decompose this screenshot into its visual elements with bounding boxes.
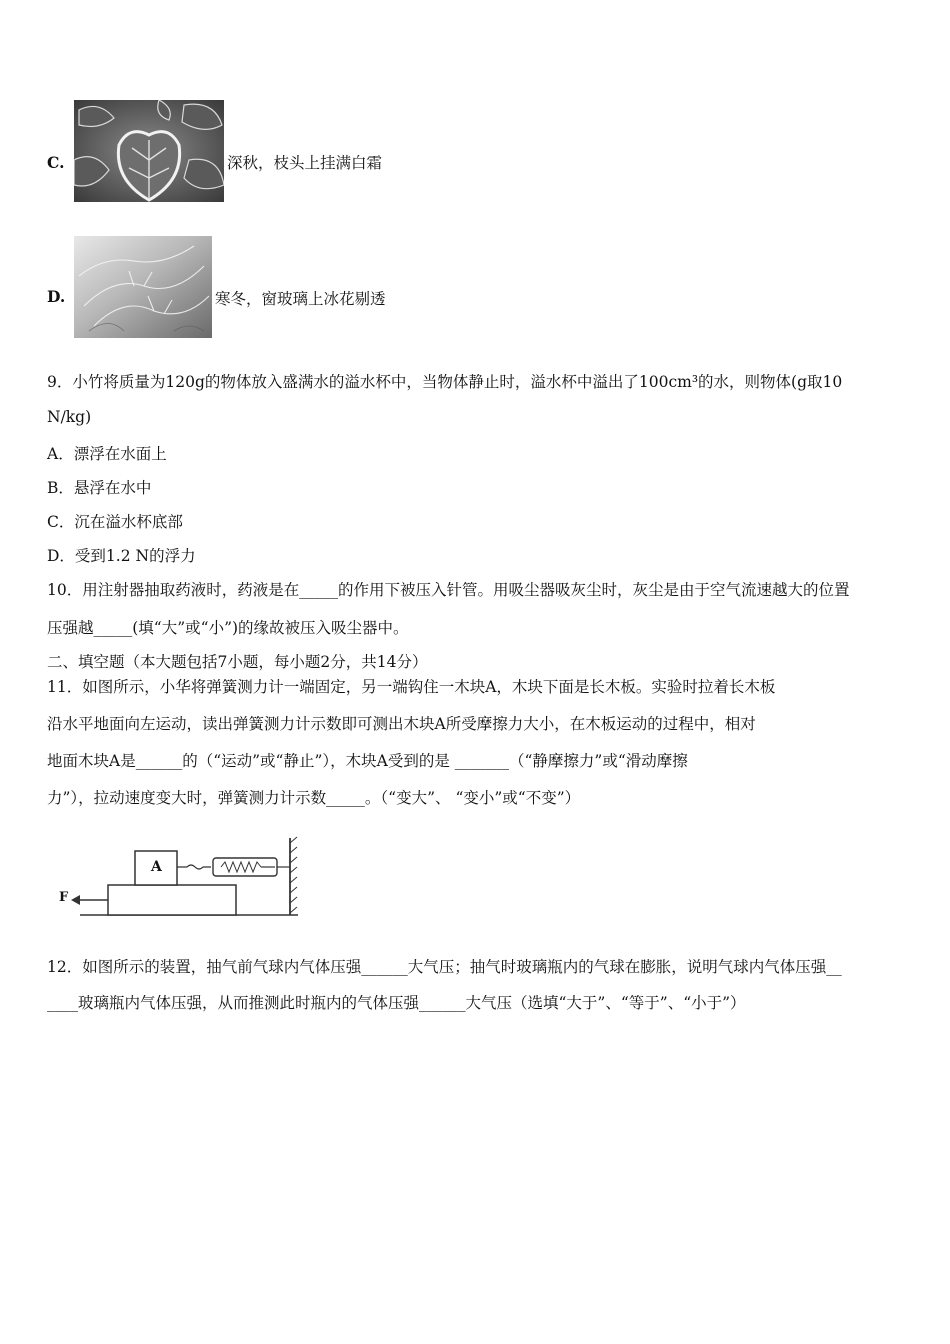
q9-option-d: D．受到1.2 N的浮力 bbox=[47, 547, 196, 565]
long-board bbox=[108, 885, 236, 915]
block-a-label: A bbox=[151, 859, 162, 875]
q10-line2: 压强越_____(填“大”或“小”)的缘故被压入吸尘器中。 bbox=[47, 619, 409, 637]
option-c-text: 深秋，枝头上挂满白霜 bbox=[227, 154, 383, 172]
q9-option-a: A．漂浮在水面上 bbox=[47, 445, 167, 463]
q9-option-b: B．悬浮在水中 bbox=[47, 479, 152, 497]
q11-line2: 沿水平地面向左运动，读出弹簧测力计示数即可测出木块A所受摩擦力大小，在木板运动的过程中，相对 bbox=[47, 715, 756, 733]
q11-line4: 力”），拉动速度变大时，弹簧测力计示数_____。（“变大”、 “变小”或“不变”） bbox=[47, 789, 581, 807]
friction-experiment-figure bbox=[55, 833, 310, 923]
frosted-leaf-photo bbox=[74, 100, 224, 202]
option-d-letter: D. bbox=[47, 287, 66, 306]
q12-line2: ____玻璃瓶内气体压强，从而推测此时瓶内的气体压强______大气压（选填“大于”、“等于”、“小于”） bbox=[47, 994, 746, 1012]
option-c-letter: C. bbox=[47, 153, 65, 172]
q9-stem-line2: N/kg) bbox=[47, 408, 92, 426]
q11-line3: 地面木块A是______的（“运动”或“静止”），木块A受到的是 _______（“静摩擦力”或“滑动摩擦 bbox=[47, 752, 688, 770]
q9-option-c: C．沉在溢水杯底部 bbox=[47, 513, 183, 531]
q10-line1: 10．用注射器抽取药液时，药液是在_____的作用下被压入针管。用吸尘器吸灰尘时，灰尘是由于空气流速越大的位置 bbox=[47, 581, 850, 599]
ice-flower-photo bbox=[74, 236, 212, 338]
option-d-text: 寒冬，窗玻璃上冰花剔透 bbox=[215, 290, 386, 308]
force-f-label: F bbox=[59, 890, 69, 905]
q11-line1: 11．如图所示，小华将弹簧测力计一端固定，另一端钩住一木块A，木块下面是长木板。实验时拉着长木板 bbox=[47, 678, 776, 696]
q12-line1: 12．如图所示的装置，抽气前气球内气体压强______大气压；抽气时玻璃瓶内的气球在膨胀，说明气球内气体压强__ bbox=[47, 958, 842, 976]
section-heading: 二、填空题（本大题包括7小题，每小题2分，共14分） bbox=[47, 653, 428, 671]
q9-stem-line1: 9．小竹将质量为120g的物体放入盛满水的溢水杯中，当物体静止时，溢水杯中溢出了100cm³的水，则物体(g取10 bbox=[47, 373, 843, 391]
